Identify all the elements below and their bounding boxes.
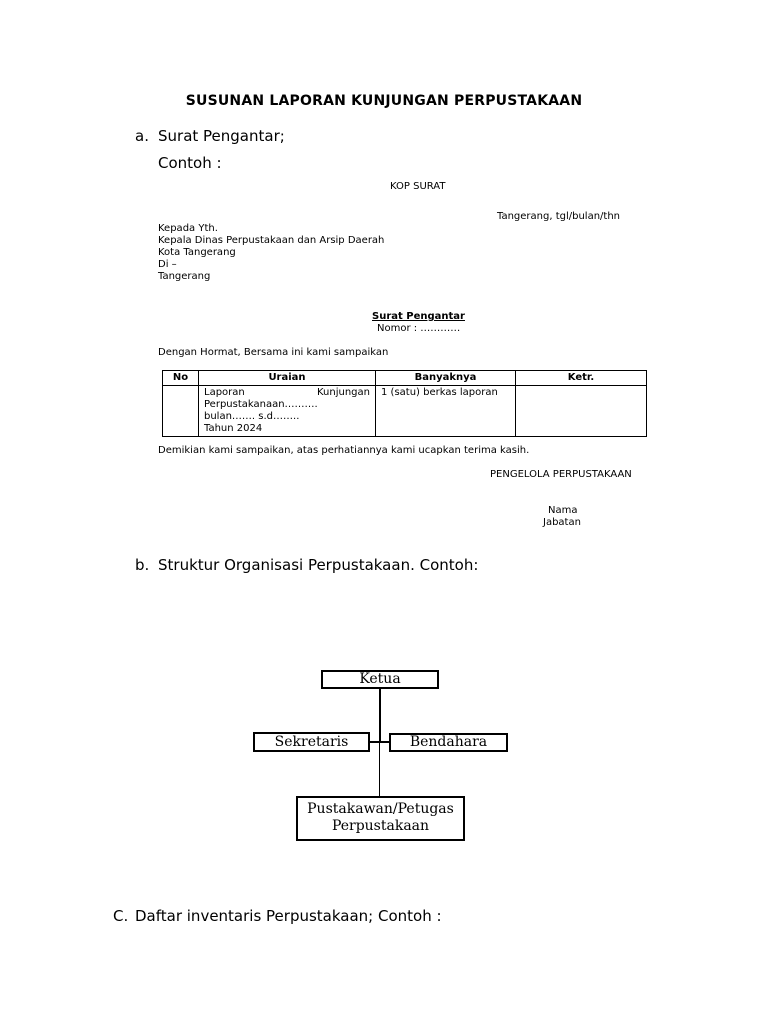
section-a-example-label: Contoh : bbox=[158, 154, 222, 172]
org-box-pustakawan-line: Perpustakaan bbox=[331, 818, 430, 834]
address-line: Kepada Yth. bbox=[158, 223, 218, 234]
recipient-address bbox=[158, 223, 384, 283]
cell-ketr bbox=[516, 386, 647, 437]
uraian-word: Kunjungan bbox=[316, 387, 370, 398]
org-connector-horizontal bbox=[369, 741, 390, 743]
address-line: Kota Tangerang bbox=[158, 247, 236, 258]
signer-name: Nama bbox=[548, 505, 578, 516]
table-row bbox=[163, 386, 647, 437]
uraian-line: Perpustakanaan………. bbox=[204, 399, 318, 410]
letter-closing: Demikian kami sampaikan, atas perhatiannya kami ucapkan terima kasih. bbox=[158, 445, 530, 456]
org-connector-vertical-bottom bbox=[379, 743, 380, 797]
org-box-ketua: Ketua bbox=[321, 670, 439, 689]
column-header-uraian: Uraian bbox=[199, 371, 376, 386]
cell-banyaknya: 1 (satu) berkas laporan bbox=[376, 386, 516, 437]
cell-uraian bbox=[199, 386, 376, 437]
letter-opening: Dengan Hormat, Bersama ini kami sampaikan bbox=[158, 347, 389, 358]
cell-no bbox=[163, 386, 199, 437]
org-box-bendahara: Bendahara bbox=[389, 733, 508, 752]
letter-table bbox=[162, 370, 647, 437]
letter-subject: Surat Pengantar bbox=[372, 311, 465, 322]
signer-title: PENGELOLA PERPUSTAKAAN bbox=[490, 469, 632, 480]
address-line: Di – bbox=[158, 259, 177, 270]
org-box-sekretaris: Sekretaris bbox=[253, 732, 370, 752]
letter-number: Nomor : ………… bbox=[377, 323, 461, 334]
section-b-marker: b. bbox=[135, 556, 150, 574]
column-header-banyaknya: Banyaknya bbox=[376, 371, 516, 386]
column-header-ketr: Ketr. bbox=[516, 371, 647, 386]
signer-position: Jabatan bbox=[543, 517, 581, 528]
section-c-heading: Daftar inventaris Perpustakaan; Contoh : bbox=[135, 907, 442, 925]
address-line: Kepala Dinas Perpustakaan dan Arsip Daerah bbox=[158, 235, 385, 246]
section-c-marker: C. bbox=[113, 907, 129, 925]
section-a-heading: Surat Pengantar; bbox=[158, 127, 285, 145]
kop-surat: KOP SURAT bbox=[390, 181, 446, 192]
uraian-word: Laporan bbox=[204, 387, 245, 398]
column-header-no: No bbox=[163, 371, 199, 386]
uraian-line: Tahun 2024 bbox=[204, 423, 263, 434]
org-box-pustakawan bbox=[296, 796, 465, 841]
uraian-line: bulan……. s.d…….. bbox=[204, 411, 300, 422]
place-date: Tangerang, tgl/bulan/thn bbox=[497, 211, 621, 222]
address-line: Tangerang bbox=[158, 271, 211, 282]
page-title: SUSUNAN LAPORAN KUNJUNGAN PERPUSTAKAAN bbox=[185, 93, 583, 109]
org-box-pustakawan-line: Pustakawan/Petugas bbox=[307, 801, 454, 817]
table-header-row bbox=[163, 371, 647, 386]
section-a-marker: a. bbox=[135, 127, 149, 145]
section-b-heading: Struktur Organisasi Perpustakaan. Contoh: bbox=[158, 556, 479, 574]
org-connector-vertical-top bbox=[379, 688, 381, 743]
